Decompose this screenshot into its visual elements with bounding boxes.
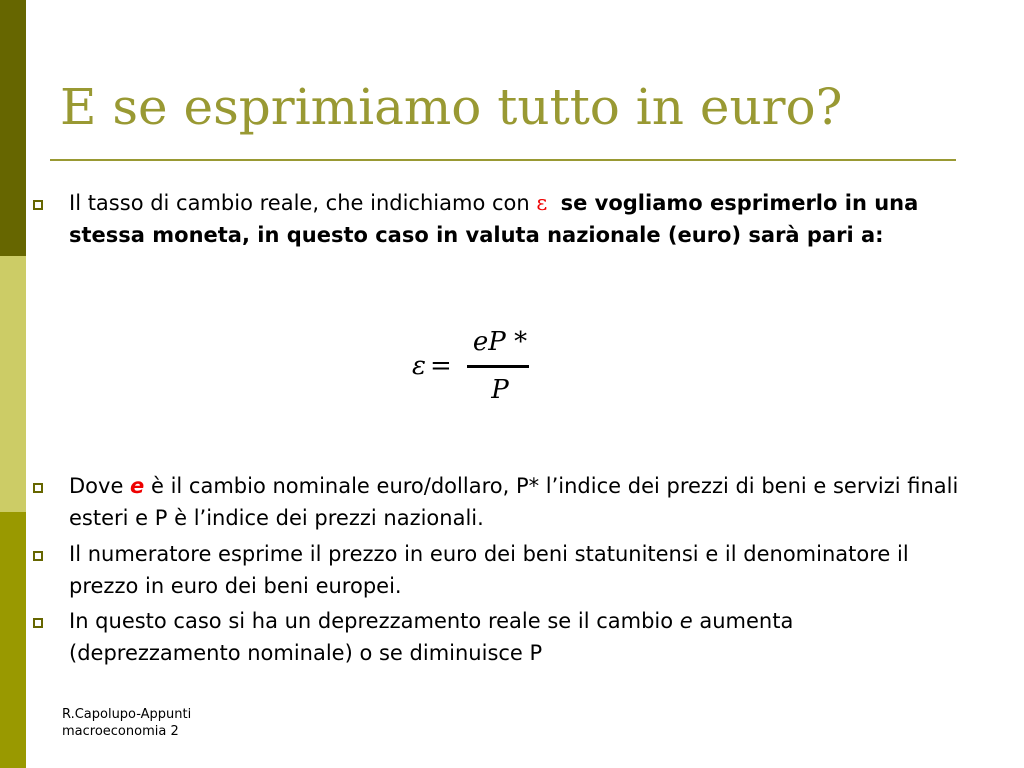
side-bar-light xyxy=(0,256,26,512)
footer-line-2: macroeconomia 2 xyxy=(62,724,179,739)
real-exchange-rate-formula xyxy=(412,327,542,407)
bullet-text: In questo caso si ha un deprezzamento reale se il cambio xyxy=(69,609,680,633)
formula-numerator: eP * xyxy=(472,327,528,357)
bullet-numerator-denominator xyxy=(69,538,969,602)
side-bar-medium xyxy=(0,512,26,768)
bullet-square-icon xyxy=(33,483,43,493)
bullet-real-exchange-rate xyxy=(69,187,969,251)
bullet-bold-text: se vogliamo esprimerlo in una stessa moneta, in questo caso in valuta nazionale (euro) sarà pari a: xyxy=(69,191,919,247)
title-underline xyxy=(50,159,956,161)
bullet-where-definition xyxy=(69,470,969,534)
bullet-text: Dove xyxy=(69,474,131,498)
bullet-depreciation xyxy=(69,605,969,669)
epsilon-symbol: ε xyxy=(536,191,548,215)
slide-footer xyxy=(62,706,191,740)
formula-lhs xyxy=(412,351,452,381)
side-bar-dark xyxy=(0,0,26,256)
fraction-bar xyxy=(467,365,529,368)
bullet-square-icon xyxy=(33,551,43,561)
formula-equals: = xyxy=(429,351,452,381)
footer-line-1: R.Capolupo-Appunti xyxy=(62,707,192,722)
bullet-square-icon xyxy=(33,618,43,628)
formula-denominator: P xyxy=(491,375,509,405)
bullet-text: Il numeratore esprime il prezzo in euro dei beni statunitensi e il denominatore il prezzo in euro dei beni europei. xyxy=(69,542,909,598)
bullet-square-icon xyxy=(33,200,43,210)
bullet-text: Il tasso di cambio reale, che indichiamo con xyxy=(69,191,537,215)
bullet-text: è il cambio nominale euro/dollaro, P* l’indice dei prezzi di beni e servizi finali esteri e P è l’indice dei prezzi nazionali. xyxy=(69,474,959,530)
variable-e: e xyxy=(130,474,145,498)
bullet-text: aumenta (deprezzamento nominale) o se diminuisce P xyxy=(69,609,794,665)
slide-title: E se esprimiamo tutto in euro? xyxy=(60,78,843,136)
formula-epsilon: ε xyxy=(412,351,426,381)
variable-e: e xyxy=(679,609,693,633)
